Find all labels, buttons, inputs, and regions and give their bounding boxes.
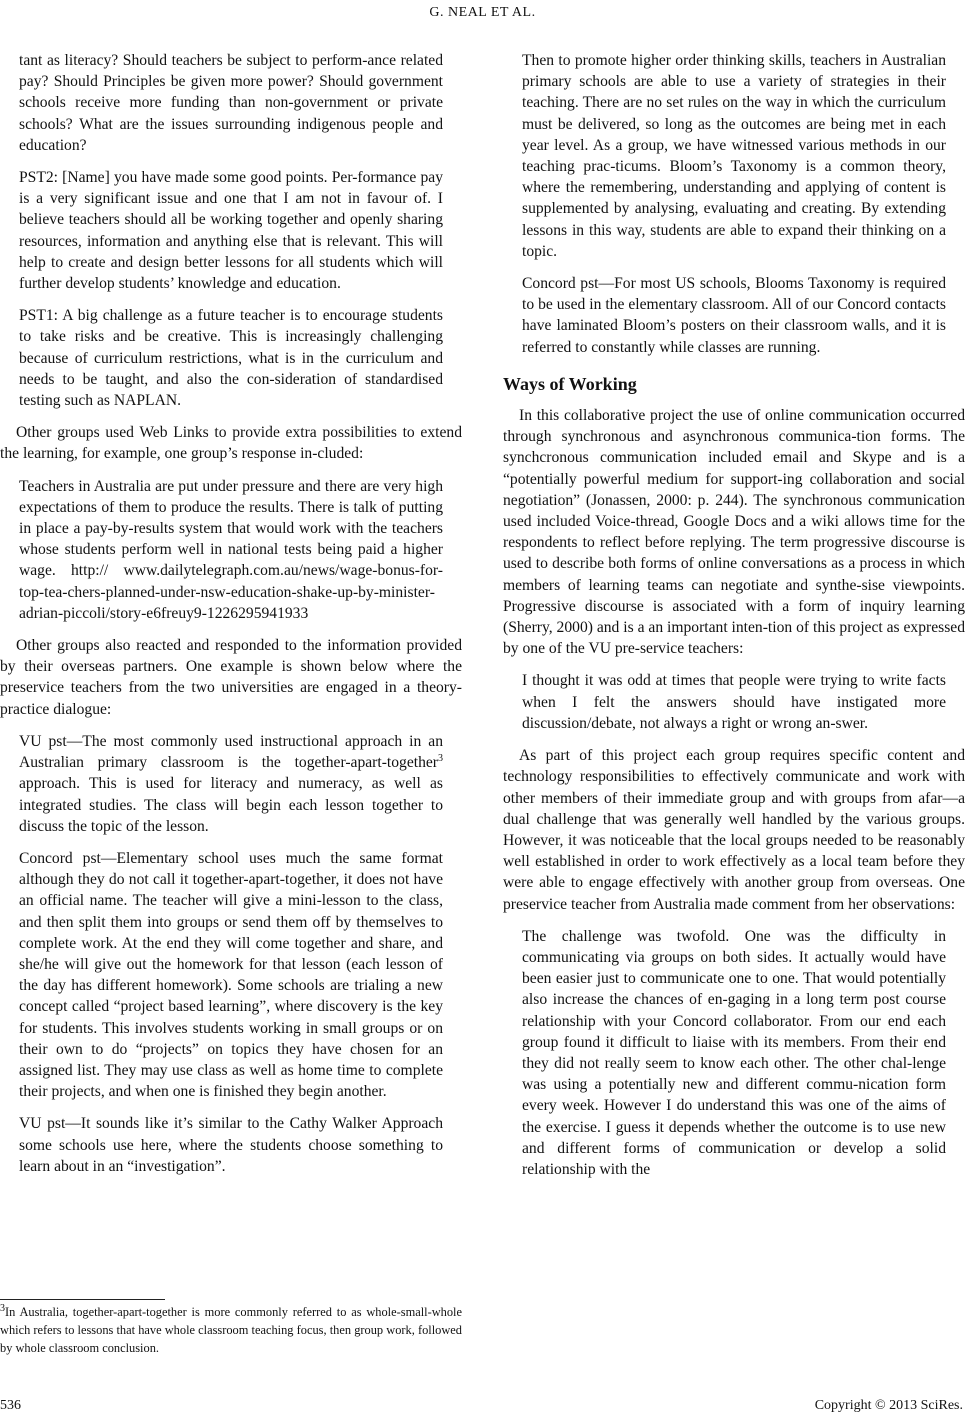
body-paragraph: In this collaborative project the use of online communication occurred through synchronous and asynchronous communica-tion forms. The synchcronous communication included email and Skype and is a “potentially powerful medium for support-ing collaboration and social negotiation” (Jonassen, 2000: p. 244). The synchronous communication used included Voice-thread, Google Docs and a wiki allows time for the respondents to reflect before replying. The term progressive discourse is used to describe both forms of online conversations as a process in which members of learning teams can negotiate and synthe-sise viewpoints. Progressive discourse is associated with a form of inquiry learning (Sherry, 2000) and is a an important inten-tion of this project as expressed by one of the VU pre-service teachers:	[503, 407, 965, 658]
quote-text: approach. This is used for literacy and numeracy, as well as integrated studies. The class will begin each lesson together to discuss the topic of the lesson.	[19, 775, 443, 835]
footnote-marker: 3	[438, 752, 443, 764]
quote-block: Concord pst—For most US schools, Blooms Taxonomy is required to be used in the elementary classroom. All of our Concord contacts have laminated Bloom’s posters on their classroom walls, and it is referred to constantly while classes are running.	[522, 275, 946, 356]
quote-block: Then to promote higher order thinking skills, teachers in Australian primary schools are able to use a variety of strategies in their teaching. There are no set rules on the way in which the curriculum must be delivered, so long as the outcomes are being met in each year level. As a group, we have witnessed various methods in our teaching prac-ticums. Bloom’s Taxonomy is a common theory, where the remembering, understanding and applying of content is supplemented by analysing, evaluating and creating. By extending lessons in this way, students are able to expand their thinking on a topic.	[522, 52, 946, 260]
quote-block: PST1: A big challenge as a future teacher is to encourage students to take risks and be creative. This is increasingly challenging because of curriculum restrictions, what is in the curriculum and needs to be taught, and also the con-sideration of standardised testing such as NAPLAN.	[19, 307, 443, 410]
body-paragraph: Other groups also reacted and responded to the information provided by their overseas partners. One example is shown below where the preservice teachers from the two universities are engaged in a theory-practice dialogue:	[0, 637, 462, 718]
body-paragraph: As part of this project each group requires specific content and technology responsibilities to effectively communicate and work with other members of their immediate group and with groups from afar—a dual challenge that was generally well handled by the various groups. However, it was noticeable that the local groups needed to be reasonably well established in order to work effectively as a local team before they were able to engage effectively with another group from overseas. One preservice teacher from Australia made comment from her observations:	[503, 747, 965, 913]
running-head: G. NEAL ET AL.	[429, 5, 536, 20]
quote-block: VU pst—It sounds like it’s similar to the Cathy Walker Approach some schools use here, where the students choose something to learn about in an “investigation”.	[19, 1115, 443, 1175]
quote-block: Teachers in Australia are put under pressure and there are very high expectations of them to produce the results. There is talk of putting in place a pay-by-results system that would work with the teachers whose students perform well in national tests being paid a higher wage. http:// www.dailytelegraph.com.au/news/wage-bonus-for-top-tea-chers-planned-under-nsw-education-shake-up-by-minister-adrian-piccoli/story-e6freuy9-1226295941933	[19, 477, 443, 622]
quote-block: I thought it was odd at times that people were trying to write facts when I felt the answers should have instigated more discussion/debate, not always a right or wrong an-swer.	[522, 672, 946, 732]
section-heading: Ways of Working	[503, 373, 637, 394]
quote-block: tant as literacy? Should teachers be subject to perform-ance related pay? Should Principles be given more power? Should government schools receive more funding than non-government or private schools? What are the issues surrounding indigenous people and education?	[19, 52, 443, 154]
quote-text: VU pst—The most commonly used instructional approach in an Australian primary classroom is the together-apart-together	[19, 732, 443, 772]
left-column	[0, 50, 462, 1188]
footnote-text: In Australia, together-apart-together is more commonly referred to as whole-small-whole which refers to lessons that have whole classroom teaching focus, then group work, followed by whole classroom conclusion.	[0, 1305, 462, 1355]
page-number: 536	[0, 1398, 21, 1413]
footnote-divider	[0, 1299, 165, 1300]
footnote	[0, 1303, 462, 1357]
quote-block: PST2: [Name] you have made some good points. Per-formance pay is a very significant issue and one that I am not in favour of. I believe teachers should all be working together and openly sharing resources, information and anything else that is relevant. This will help to create and design better lessons for all students which will further develop students’ knowledge and education.	[19, 169, 443, 293]
quote-block	[19, 731, 443, 837]
copyright-notice: Copyright © 2013 SciRes.	[814, 1398, 963, 1413]
quote-block: Concord pst—Elementary school uses much the same format although they do not call it together-apart-together, it does not have an official name. The teacher will give a mini-lesson to the class, and then split them into groups or send them off by themselves to complete work. At the end they will come together and share, and she/he will give out the homework for that lesson (each lesson of the day has different homework). Some schools are trialing a new concept called “project based learning”, where discovery is the key for students. This involves students working in small groups or on their own to do “projects” on topics they have chosen for an assigned list. They may use class as well as home time to complete their projects, and when one is finished they begin another.	[19, 849, 443, 1101]
body-paragraph: Other groups used Web Links to provide extra possibilities to extend the learning, for example, one group’s response in-cluded:	[0, 424, 462, 463]
quote-block: The challenge was twofold. One was the difficulty in communicating via groups on both sides. It actually would have been easier just to communicate one to one. That would potentially also increase the chances of en-gaging in a long term post course relationship with your Concord collaborator. From our end each group found it difficult to liaise with its members. From their end they did not really seem to know each other. The other chal-lenge was using a potentially new and different commu-nication form every week. However I do understand this was one of the aims of the exercise. I guess it depends whether the outcome is to use new and different forms of communication or develop a solid relationship with the	[522, 927, 946, 1178]
right-column	[503, 50, 965, 1191]
footnote-number: 3	[0, 1302, 5, 1314]
